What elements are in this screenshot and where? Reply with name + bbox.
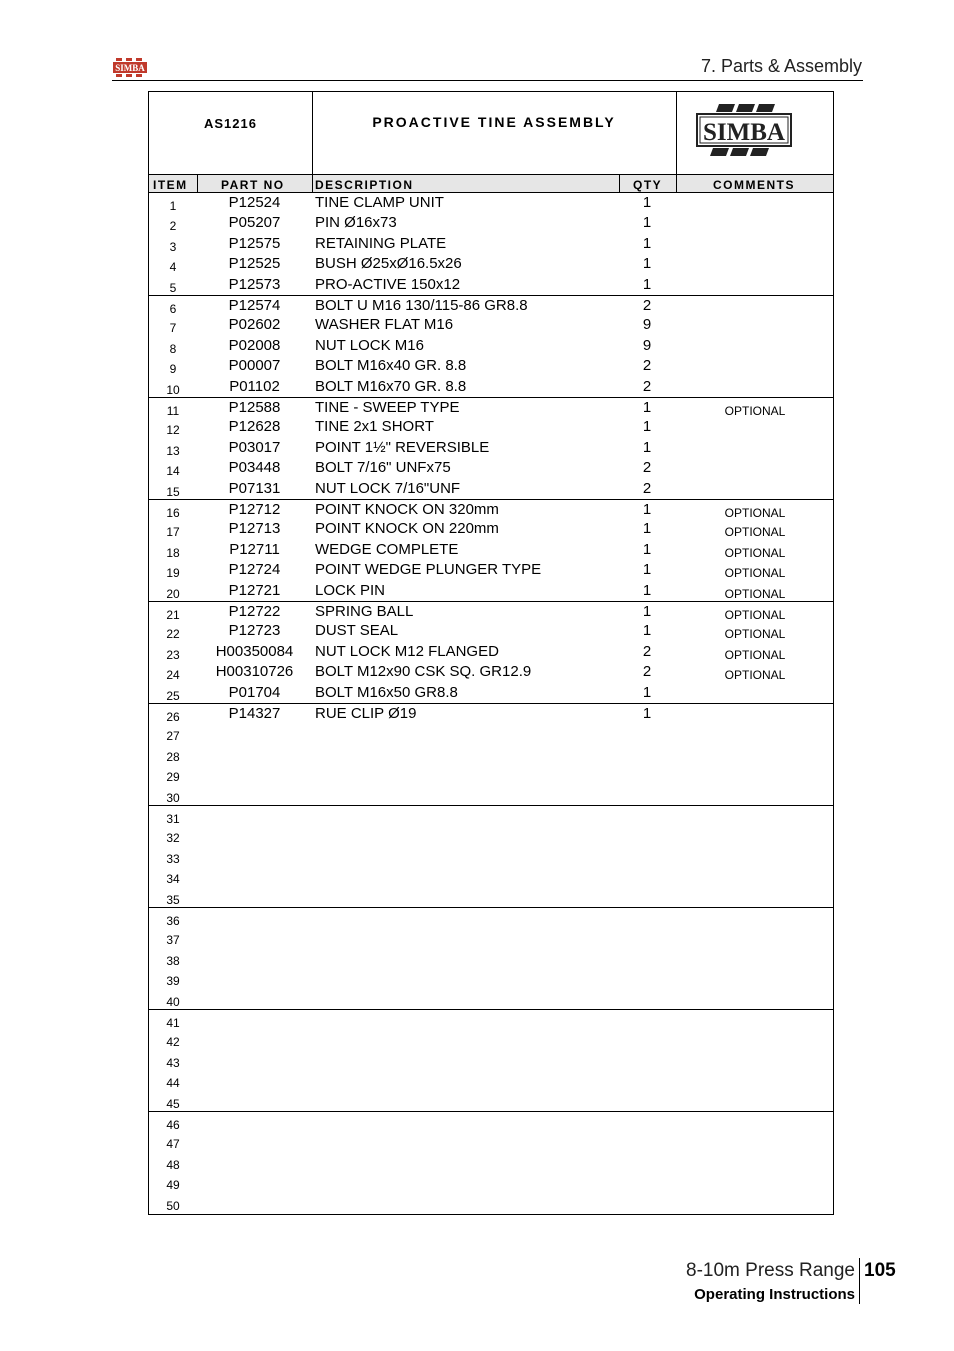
quantity: 1 [642,418,652,436]
item-number: 22 [166,627,180,642]
table-row [149,560,833,580]
table-row [149,213,833,233]
part-number: P12575 [228,234,281,252]
part-number: P03017 [228,438,281,456]
item-number: 10 [166,382,180,397]
item-number: 35 [166,892,180,907]
col-qty: QTY [633,178,663,192]
footer-divider [859,1258,860,1304]
page-number: 105 [864,1260,896,1281]
item-number: 37 [166,933,180,948]
table-row [149,1091,833,1111]
item-number: 32 [166,831,180,846]
part-number: P12711 [229,540,280,558]
divider [676,175,677,192]
table-row [149,193,833,213]
item-number: 20 [166,586,180,601]
table-row [149,825,833,845]
table-row [149,458,833,478]
item-number: 44 [166,1076,180,1091]
item-number: 46 [166,1118,180,1132]
part-number: P12574 [228,297,281,314]
table-row [149,234,833,254]
item-number: 13 [166,443,180,458]
table-row [149,927,833,947]
description: NUT LOCK M16 [315,336,424,354]
table-row [149,968,833,988]
table-row [149,295,833,315]
col-comments: COMMENTS [713,178,795,192]
table-row [149,275,833,295]
item-number: 49 [166,1178,180,1193]
item-number: 39 [166,974,180,989]
item-number: 15 [166,484,180,499]
quantity: 2 [642,459,652,477]
item-number: 33 [166,851,180,866]
item-number: 48 [166,1157,180,1172]
table-row [149,315,833,335]
part-number: P12723 [228,622,281,640]
quantity: 2 [642,479,652,497]
assembly-header [149,92,833,174]
header-rule [112,80,863,81]
item-number: 8 [169,341,177,356]
table-row [149,1050,833,1070]
quantity: 2 [642,297,652,314]
quantity: 2 [642,357,652,375]
description: BOLT 7/16" UNFx75 [315,459,451,477]
item-number: 23 [166,647,180,662]
table-row [149,438,833,458]
quantity: 1 [642,705,652,722]
comment: OPTIONAL [724,566,786,581]
item-number: 29 [166,770,180,785]
footer-title: 8-10m Press Range [686,1260,855,1281]
description: POINT 1½" REVERSIBLE [315,438,490,456]
comment: OPTIONAL [724,627,786,642]
quantity: 9 [642,336,652,354]
description: TINE - SWEEP TYPE [315,399,460,416]
item-number: 18 [166,545,180,560]
table-row [149,948,833,968]
description: BOLT M16x40 GR. 8.8 [315,357,467,375]
item-number: 17 [166,525,180,540]
part-number: P12721 [228,581,281,599]
part-number: H00310726 [215,663,294,681]
item-number: 30 [166,790,180,805]
description: LOCK PIN [315,581,386,599]
description: POINT WEDGE PLUNGER TYPE [315,561,542,579]
svg-text:SIMBA: SIMBA [703,119,785,146]
item-number: 38 [166,953,180,968]
item-number: 34 [166,872,180,887]
table-row [149,1029,833,1049]
item-number: 45 [166,1096,180,1111]
part-number: P01704 [228,683,281,701]
item-number: 6 [169,302,177,316]
part-number: P02602 [228,316,281,334]
table-row [149,703,833,723]
description: PRO-ACTIVE 150x12 [315,275,461,293]
quantity: 1 [642,520,652,538]
item-number: 2 [169,219,177,234]
description: BOLT M16x70 GR. 8.8 [315,377,467,395]
table-row [149,377,833,397]
part-number: P05207 [228,214,281,232]
table-row [149,417,833,437]
description: NUT LOCK M12 FLANGED [315,642,499,660]
item-number: 43 [166,1055,180,1070]
table-row [149,683,833,703]
table-row [149,519,833,539]
item-number: 19 [166,566,180,581]
description: TINE CLAMP UNIT [315,194,444,211]
item-number: 27 [166,729,180,744]
table-row [149,1111,833,1131]
quantity: 2 [642,663,652,681]
part-number: P12724 [228,561,281,579]
col-description: DESCRIPTION [315,178,414,192]
table-row [149,581,833,601]
description: WEDGE COMPLETE [315,540,459,558]
quantity: 1 [642,194,652,211]
table-row [149,621,833,641]
part-number: P12628 [228,418,281,436]
table-row [149,397,833,417]
item-number: 28 [166,749,180,764]
description: TINE 2x1 SHORT [315,418,434,436]
item-number: 1 [169,199,177,213]
part-number: H00350084 [215,642,294,660]
table-row [149,887,833,907]
part-number: P07131 [228,479,281,497]
comment: OPTIONAL [724,608,786,622]
item-number: 16 [166,506,180,520]
quantity: 1 [642,438,652,456]
quantity: 1 [642,255,652,273]
part-number: P12524 [228,194,281,211]
assembly-title: PROACTIVE TINE ASSEMBLY [372,114,616,130]
description: BOLT M12x90 CSK SQ. GR12.9 [315,663,532,681]
part-number: P12588 [228,399,281,416]
quantity: 1 [642,275,652,293]
divider [312,175,313,192]
comment: OPTIONAL [724,525,786,540]
description: RETAINING PLATE [315,234,447,252]
description: SPRING BALL [315,603,414,620]
quantity: 1 [642,399,652,416]
table-row [149,723,833,743]
item-number: 3 [169,239,177,254]
part-number: P12573 [228,275,281,293]
item-number: 5 [169,280,177,295]
table-row [149,601,833,621]
comment: OPTIONAL [724,404,786,418]
item-number: 47 [166,1137,180,1152]
table-row [149,1131,833,1151]
comment: OPTIONAL [724,586,786,601]
quantity: 1 [642,603,652,620]
item-number: 14 [166,464,180,479]
table-row [149,1172,833,1192]
quantity: 1 [642,581,652,599]
table-row [149,805,833,825]
table-row [149,356,833,376]
table-row [149,642,833,662]
table-row [149,744,833,764]
svg-text:SIMBA: SIMBA [115,63,145,73]
divider [619,175,620,192]
item-number: 9 [169,362,177,377]
table-row [149,1070,833,1090]
item-number: 12 [166,423,180,438]
table-row [149,662,833,682]
parts-sheet [148,91,834,1215]
description: DUST SEAL [315,622,399,640]
simba-logo [695,98,793,160]
table-row [149,479,833,499]
description: NUT LOCK 7/16"UNF [315,479,461,497]
part-number: P12712 [228,501,281,518]
simba-small-logo [112,58,148,78]
col-item: ITEM [153,178,188,192]
description: WASHER FLAT M16 [315,316,454,334]
section-title: 7. Parts & Assembly [700,56,862,76]
col-part-no: PART NO [221,178,285,192]
table-row [149,254,833,274]
table-row [149,499,833,519]
part-number: P12525 [228,255,281,273]
description: BUSH Ø25xØ16.5x26 [315,255,462,273]
footer-subtitle: Operating Instructions [694,1286,855,1303]
part-number: P01102 [229,377,280,395]
table-row [149,866,833,886]
comment: OPTIONAL [724,545,786,560]
item-number: 25 [166,688,180,703]
table-row [149,1193,833,1213]
item-number: 4 [169,260,177,275]
part-number: P12713 [228,520,281,538]
divider [676,92,677,174]
description: POINT KNOCK ON 320mm [315,501,499,518]
quantity: 1 [642,540,652,558]
table-row [149,1152,833,1172]
item-number: 41 [166,1016,180,1030]
table-row [149,907,833,927]
description: PIN Ø16x73 [315,214,397,232]
quantity: 1 [642,214,652,232]
quantity: 9 [642,316,652,334]
table-row [149,764,833,784]
table-row [149,989,833,1009]
table-row [149,846,833,866]
quantity: 1 [642,561,652,579]
quantity: 1 [642,234,652,252]
item-number: 7 [169,321,177,336]
description: BOLT U M16 130/115-86 GR8.8 [315,297,528,314]
table-row [149,785,833,805]
table-row [149,540,833,560]
part-number: P00007 [228,357,281,375]
item-number: 21 [166,608,180,622]
quantity: 1 [642,501,652,518]
comment: OPTIONAL [724,506,786,520]
assembly-code: AS1216 [204,116,257,131]
comment: OPTIONAL [724,647,786,662]
part-number: P12722 [228,603,281,620]
quantity: 2 [642,642,652,660]
column-header-row [149,174,833,193]
item-number: 50 [166,1198,180,1213]
item-number: 40 [166,994,180,1009]
item-number: 31 [166,812,180,826]
comment: OPTIONAL [724,668,786,683]
item-number: 11 [166,404,180,418]
divider [197,175,198,192]
quantity: 1 [642,622,652,640]
item-number: 24 [166,668,180,683]
divider [312,92,313,174]
table-row [149,1009,833,1029]
item-number: 42 [166,1035,180,1050]
part-number: P14327 [228,705,281,722]
quantity: 2 [642,377,652,395]
item-number: 36 [166,914,180,928]
description: RUE CLIP Ø19 [315,705,417,722]
description: POINT KNOCK ON 220mm [315,520,499,538]
part-number: P02008 [228,336,281,354]
quantity: 1 [642,683,652,701]
table-row [149,336,833,356]
part-number: P03448 [228,459,281,477]
item-number: 26 [166,710,180,724]
description: BOLT M16x50 GR8.8 [315,683,458,701]
